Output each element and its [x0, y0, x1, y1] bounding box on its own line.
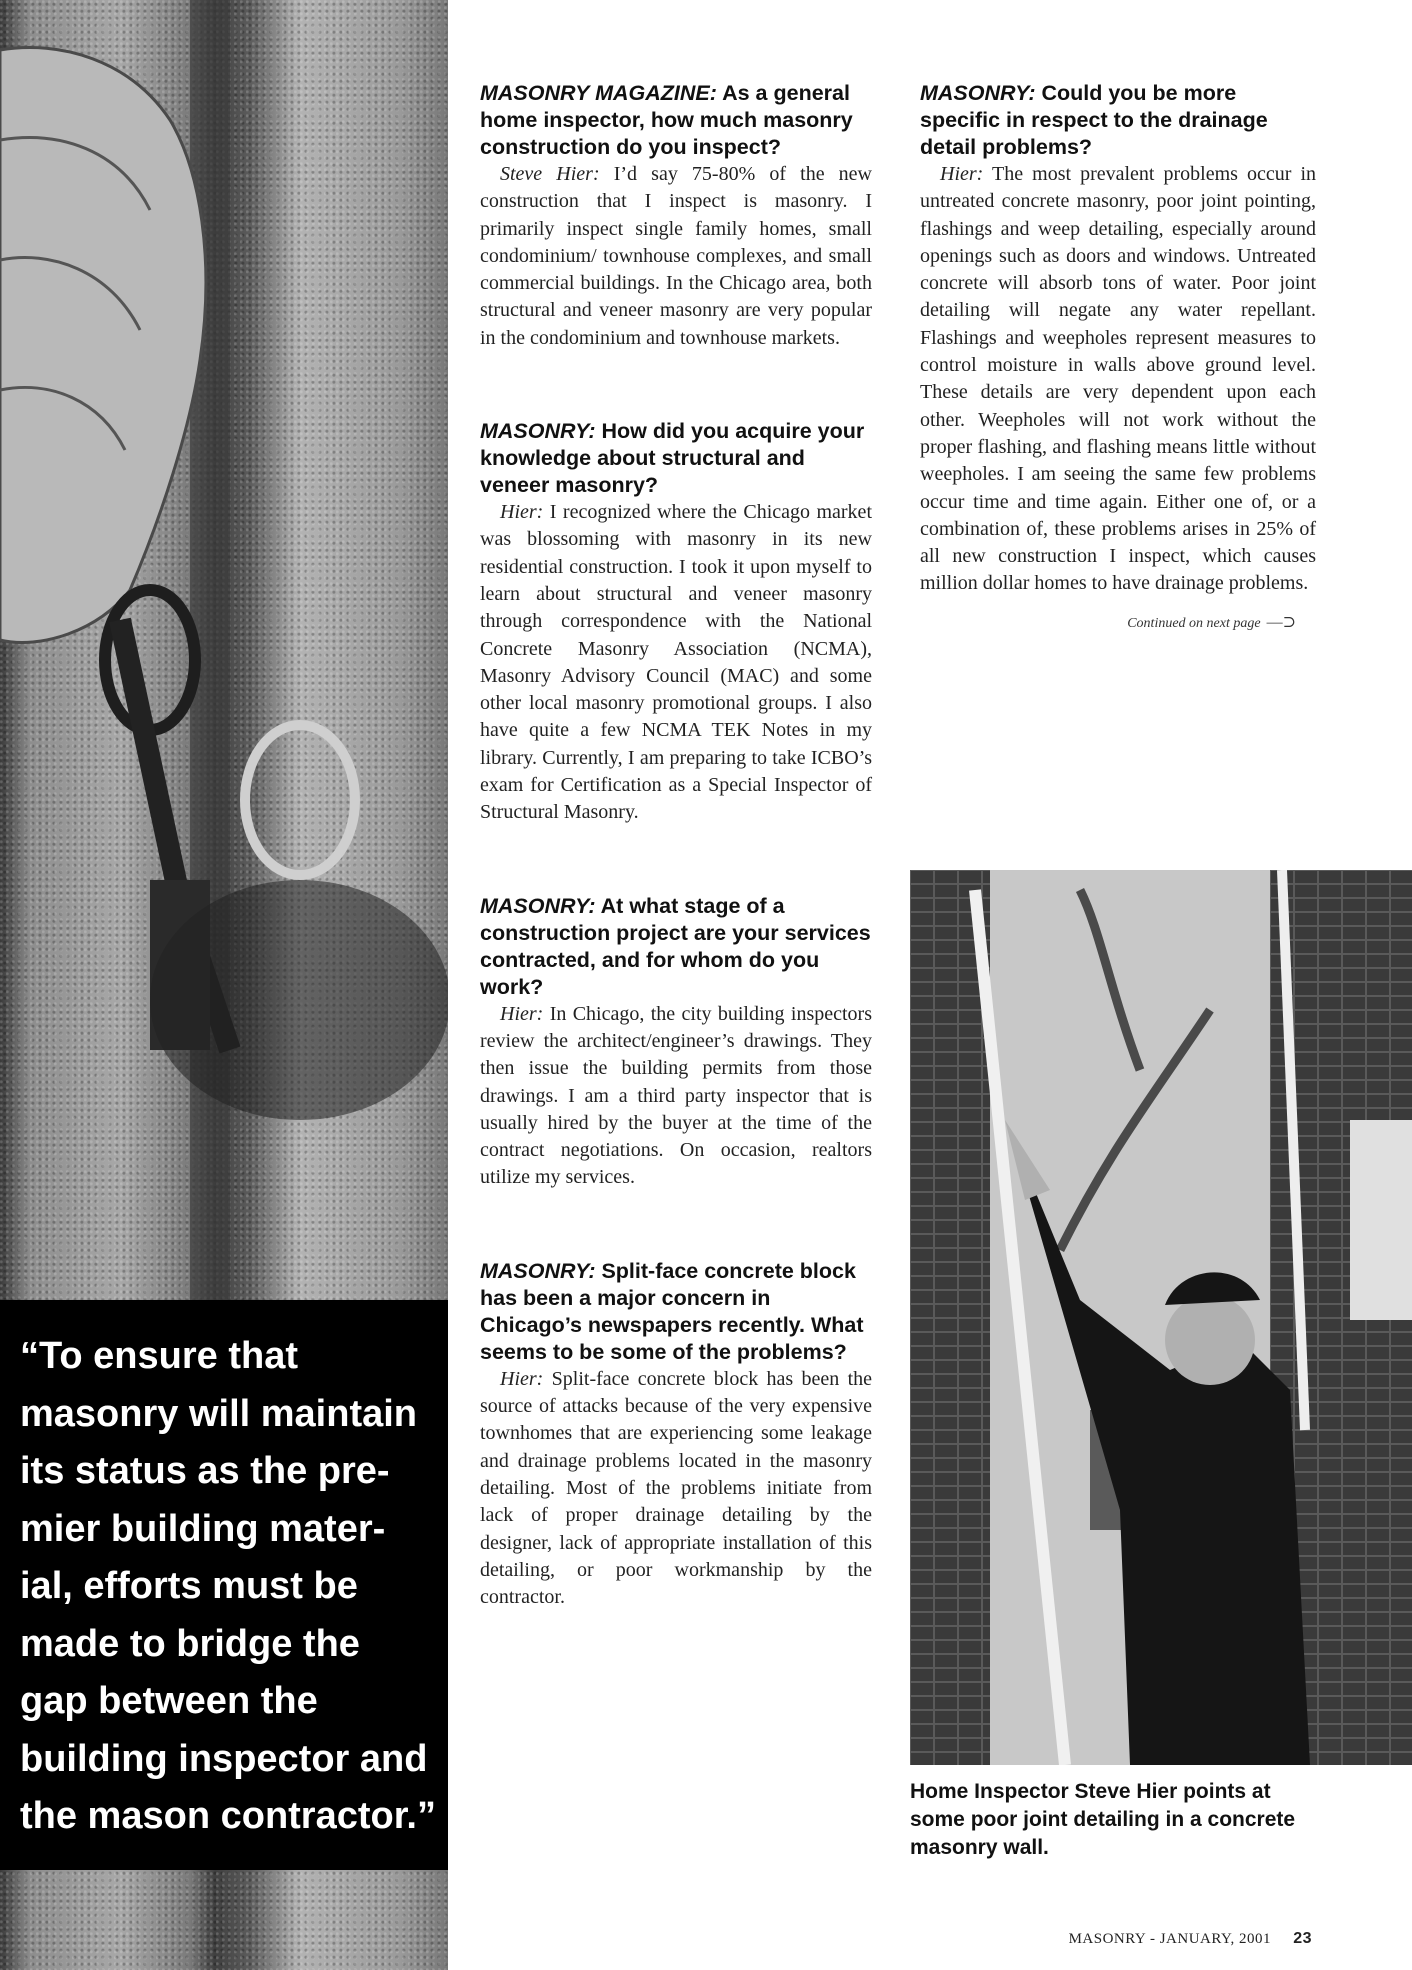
- question-lead: MASONRY:: [920, 81, 1036, 105]
- question-text: Could you be more specific in respect to the drainage detail problems?: [920, 81, 1268, 159]
- question-text: As a general home inspector, how much masonry construction do you inspect?: [480, 81, 853, 159]
- question-lead: MASONRY:: [480, 893, 596, 918]
- answer: [480, 1001, 872, 1192]
- page-footer: [1069, 1930, 1312, 1948]
- speaker: Hier:: [500, 501, 544, 524]
- publication-name: MASONRY - JANUARY, 2001: [1068, 1931, 1271, 1947]
- question: [480, 1258, 872, 1366]
- qa-block: [480, 418, 872, 827]
- arrow-right-icon: —⊃: [1266, 613, 1296, 631]
- pull-quote-text: “To ensure that masonry will maintain its status as the pre- mier building mater- ial, efforts must be made to bridge the gap between the building inspector and the mason contractor.”: [20, 1335, 436, 1837]
- speaker: Hier:: [940, 163, 984, 185]
- qa-block: [480, 80, 872, 352]
- speaker: Hier:: [500, 1367, 544, 1390]
- speaker: Hier:: [500, 1002, 544, 1025]
- answer: [480, 1366, 872, 1612]
- answer: [480, 161, 872, 352]
- qa-block: [480, 1258, 872, 1612]
- answer-text: I recognized where the Chicago market was blossoming with masonry in its new residential construction. I took it upon myself to learn about structural and veneer masonry through correspondence with the National Concrete Masonry Association (NCMA), Masonry Advisory Council (MAC) and some other local masonry promotional groups. I also have quite a few NCMA TEK Notes in my library. Currently, I am preparing to take ICBO’s exam for Certification as a Special Inspector of Structural Masonry.: [480, 501, 872, 824]
- answer: [920, 161, 1316, 598]
- hand-with-keys-image: [0, 0, 448, 1300]
- inspector-photo: [910, 870, 1412, 1765]
- answer-text: Split-face concrete block has been the source of attacks because of the very expensive townhomes that are experiencing some leakage and drainage problems located in the masonry detailing. Most of the problems initiate from lack of proper drainage detailing by the designer, lack of appropriate installation of this detailing, or poor workmanship by the contractor.: [480, 1367, 872, 1609]
- question-text: Split-face concrete block has been a major concern in Chicago’s newspapers recently. What seems to be some of the problems?: [480, 1258, 864, 1364]
- question: [480, 893, 872, 1001]
- answer: [480, 499, 872, 827]
- qa-block: [480, 893, 872, 1192]
- page-number: 23: [1293, 1930, 1312, 1947]
- inspector-pointing-image: [910, 870, 1412, 1765]
- article-column-1: [480, 80, 872, 1611]
- speaker: Steve Hier:: [500, 163, 600, 185]
- question-text: At what stage of a construction project are your services contracted, and for whom do you work?: [480, 893, 871, 999]
- answer-text: I’d say 75-80% of the new construction that I inspect is masonry. I primarily inspect single family homes, small condominium/ townhouse complexes, and small commercial buildings. In the Chicago area, both structural and veneer masonry are very popular in the condominium and townhouse markets.: [480, 163, 872, 349]
- question-text: How did you acquire your knowledge about structural and veneer masonry?: [480, 419, 865, 498]
- continued-text: Continued on next page: [1127, 615, 1261, 631]
- article-column-2: [920, 80, 1316, 632]
- question-lead: MASONRY:: [480, 419, 596, 444]
- pull-quote: [0, 1300, 448, 1870]
- question: [920, 80, 1316, 161]
- question: [480, 80, 872, 161]
- continued-note: [920, 612, 1316, 632]
- question-lead: MASONRY MAGAZINE:: [480, 81, 717, 105]
- photo-caption: Home Inspector Steve Hier points at some poor joint detailing in a concrete masonry wall.: [910, 1780, 1296, 1859]
- qa-block: [920, 80, 1316, 598]
- question-lead: MASONRY:: [480, 1258, 596, 1283]
- question: [480, 418, 872, 499]
- answer-text: In Chicago, the city building inspectors review the architect/engineer’s drawings. They then issue the building permits from those drawings. I am a third party inspector that is usually hired by the buyer at the time of the contract negotiations. On occasion, realtors utilize my services.: [480, 1002, 872, 1189]
- answer-text: The most prevalent problems occur in untreated concrete masonry, poor joint pointing, flashings and weep detailing, especially around openings such as doors and windows. Untreated concrete will absorb tons of water. Poor joint detailing will negate any water repellant. Flashings and weepholes represent measures to control moisture in walls above ground level. These details are very dependent upon each other. Weepholes will not work without the proper flashing, and flashing means little without weepholes. I am seeing the same few problems occur time and time again. Either one of, or a combination of, these problems arises in 25% of all new construction I inspect, which causes million dollar homes to have drainage problems.: [920, 163, 1316, 595]
